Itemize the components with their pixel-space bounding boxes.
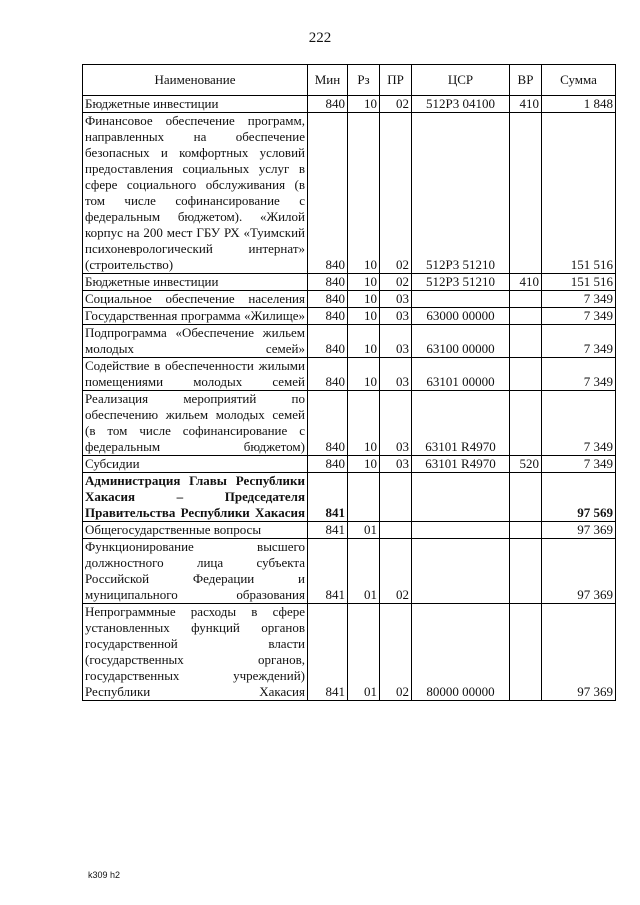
row-min: 840 <box>308 308 348 325</box>
row-vr <box>510 539 542 604</box>
row-pr: 02 <box>380 604 412 701</box>
row-name: Государственная программа «Жилище» <box>83 308 308 325</box>
row-sum: 7 349 <box>542 308 616 325</box>
row-name: Администрация Главы Республики Хакасия – Председателя Правительства Республики Хакасия <box>83 473 308 522</box>
header-csr: ЦСР <box>412 65 510 96</box>
table-row <box>83 391 616 456</box>
row-sum: 97 369 <box>542 539 616 604</box>
row-sum: 1 848 <box>542 96 616 113</box>
row-min: 840 <box>308 274 348 291</box>
row-sum: 7 349 <box>542 325 616 358</box>
header-name: Наименование <box>83 65 308 96</box>
header-sum: Сумма <box>542 65 616 96</box>
row-name: Подпрограмма «Обеспечение жильем молодых семей» <box>83 325 308 358</box>
row-min: 840 <box>308 113 348 274</box>
row-rz: 10 <box>348 96 380 113</box>
table-row <box>83 96 616 113</box>
row-name: Общегосударственные вопросы <box>83 522 308 539</box>
row-pr: 02 <box>380 274 412 291</box>
row-name: Субсидии <box>83 456 308 473</box>
row-sum: 7 349 <box>542 456 616 473</box>
row-csr: 63000 00000 <box>412 308 510 325</box>
row-min: 841 <box>308 604 348 701</box>
table-row <box>83 113 616 274</box>
page-number: 222 <box>308 30 332 46</box>
row-name: Бюджетные инвестиции <box>83 96 308 113</box>
row-csr: 512Р3 51210 <box>412 113 510 274</box>
row-rz: 01 <box>348 522 380 539</box>
row-vr <box>510 308 542 325</box>
row-min: 840 <box>308 391 348 456</box>
row-vr <box>510 113 542 274</box>
row-csr: 63101 R4970 <box>412 456 510 473</box>
row-csr: 512Р3 51210 <box>412 274 510 291</box>
row-pr: 03 <box>380 358 412 391</box>
row-rz <box>348 473 380 522</box>
row-vr <box>510 358 542 391</box>
row-sum: 7 349 <box>542 291 616 308</box>
footer-code: k309 h2 <box>88 870 121 880</box>
row-sum: 7 349 <box>542 391 616 456</box>
row-vr <box>510 604 542 701</box>
row-min: 840 <box>308 291 348 308</box>
row-sum: 97 369 <box>542 522 616 539</box>
row-vr <box>510 522 542 539</box>
row-vr: 520 <box>510 456 542 473</box>
row-rz: 10 <box>348 456 380 473</box>
row-vr <box>510 391 542 456</box>
row-csr: 63101 00000 <box>412 358 510 391</box>
row-sum: 97 569 <box>542 473 616 522</box>
row-rz: 10 <box>348 291 380 308</box>
row-rz: 10 <box>348 274 380 291</box>
table-row <box>83 274 616 291</box>
row-csr <box>412 473 510 522</box>
row-csr: 512Р3 04100 <box>412 96 510 113</box>
row-csr: 63100 00000 <box>412 325 510 358</box>
row-min: 841 <box>308 522 348 539</box>
row-pr: 02 <box>380 113 412 274</box>
row-csr: 80000 00000 <box>412 604 510 701</box>
table-row <box>83 291 616 308</box>
row-vr <box>510 325 542 358</box>
row-pr <box>380 522 412 539</box>
row-rz: 10 <box>348 325 380 358</box>
row-pr: 03 <box>380 308 412 325</box>
row-csr <box>412 539 510 604</box>
row-pr: 02 <box>380 96 412 113</box>
row-name: Финансовое обеспечение программ, направленных на обеспечение безопасных и комфортных условий предоставления социальных услуг в сфере социального обслуживания (в том числе софинансирование с федеральным бюджетом). «Жилой корпус на 200 мест ГБУ РХ «Туимский психоневрологический интернат» (строительство) <box>83 113 308 274</box>
table-row <box>83 522 616 539</box>
row-rz: 10 <box>348 391 380 456</box>
row-rz: 10 <box>348 113 380 274</box>
budget-table <box>82 64 616 701</box>
table-row <box>83 325 616 358</box>
row-name: Социальное обеспечение населения <box>83 291 308 308</box>
row-min: 841 <box>308 473 348 522</box>
row-name: Непрограммные расходы в сфере установленных функций органов государственной власти (государственных органов, государственных учреждений) Республики Хакасия <box>83 604 308 701</box>
row-csr: 63101 R4970 <box>412 391 510 456</box>
row-name: Бюджетные инвестиции <box>83 274 308 291</box>
row-name: Реализация мероприятий по обеспечению жильем молодых семей (в том числе софинансирование с федеральным бюджетом) <box>83 391 308 456</box>
row-name: Содействие в обеспеченности жилыми помещениями молодых семей <box>83 358 308 391</box>
row-sum: 151 516 <box>542 274 616 291</box>
row-pr: 03 <box>380 456 412 473</box>
row-csr <box>412 291 510 308</box>
row-pr: 03 <box>380 325 412 358</box>
row-sum: 97 369 <box>542 604 616 701</box>
row-rz: 01 <box>348 604 380 701</box>
table-row <box>83 456 616 473</box>
header-pr: ПР <box>380 65 412 96</box>
row-rz: 01 <box>348 539 380 604</box>
header-vr: ВР <box>510 65 542 96</box>
table-row <box>83 539 616 604</box>
row-sum: 151 516 <box>542 113 616 274</box>
row-rz: 10 <box>348 358 380 391</box>
table-row <box>83 604 616 701</box>
row-vr <box>510 473 542 522</box>
row-min: 841 <box>308 539 348 604</box>
header-min: Мин <box>308 65 348 96</box>
row-vr: 410 <box>510 96 542 113</box>
table-header-row <box>83 65 616 96</box>
row-rz: 10 <box>348 308 380 325</box>
row-name: Функционирование высшего должностного лица субъекта Российской Федерации и муниципального образования <box>83 539 308 604</box>
row-pr: 03 <box>380 391 412 456</box>
header-rz: Рз <box>348 65 380 96</box>
row-min: 840 <box>308 358 348 391</box>
row-min: 840 <box>308 325 348 358</box>
row-vr <box>510 291 542 308</box>
row-sum: 7 349 <box>542 358 616 391</box>
table-row <box>83 358 616 391</box>
row-min: 840 <box>308 96 348 113</box>
row-vr: 410 <box>510 274 542 291</box>
row-min: 840 <box>308 456 348 473</box>
table-row <box>83 308 616 325</box>
row-pr: 02 <box>380 539 412 604</box>
row-pr: 03 <box>380 291 412 308</box>
row-pr <box>380 473 412 522</box>
table-row <box>83 473 616 522</box>
row-csr <box>412 522 510 539</box>
